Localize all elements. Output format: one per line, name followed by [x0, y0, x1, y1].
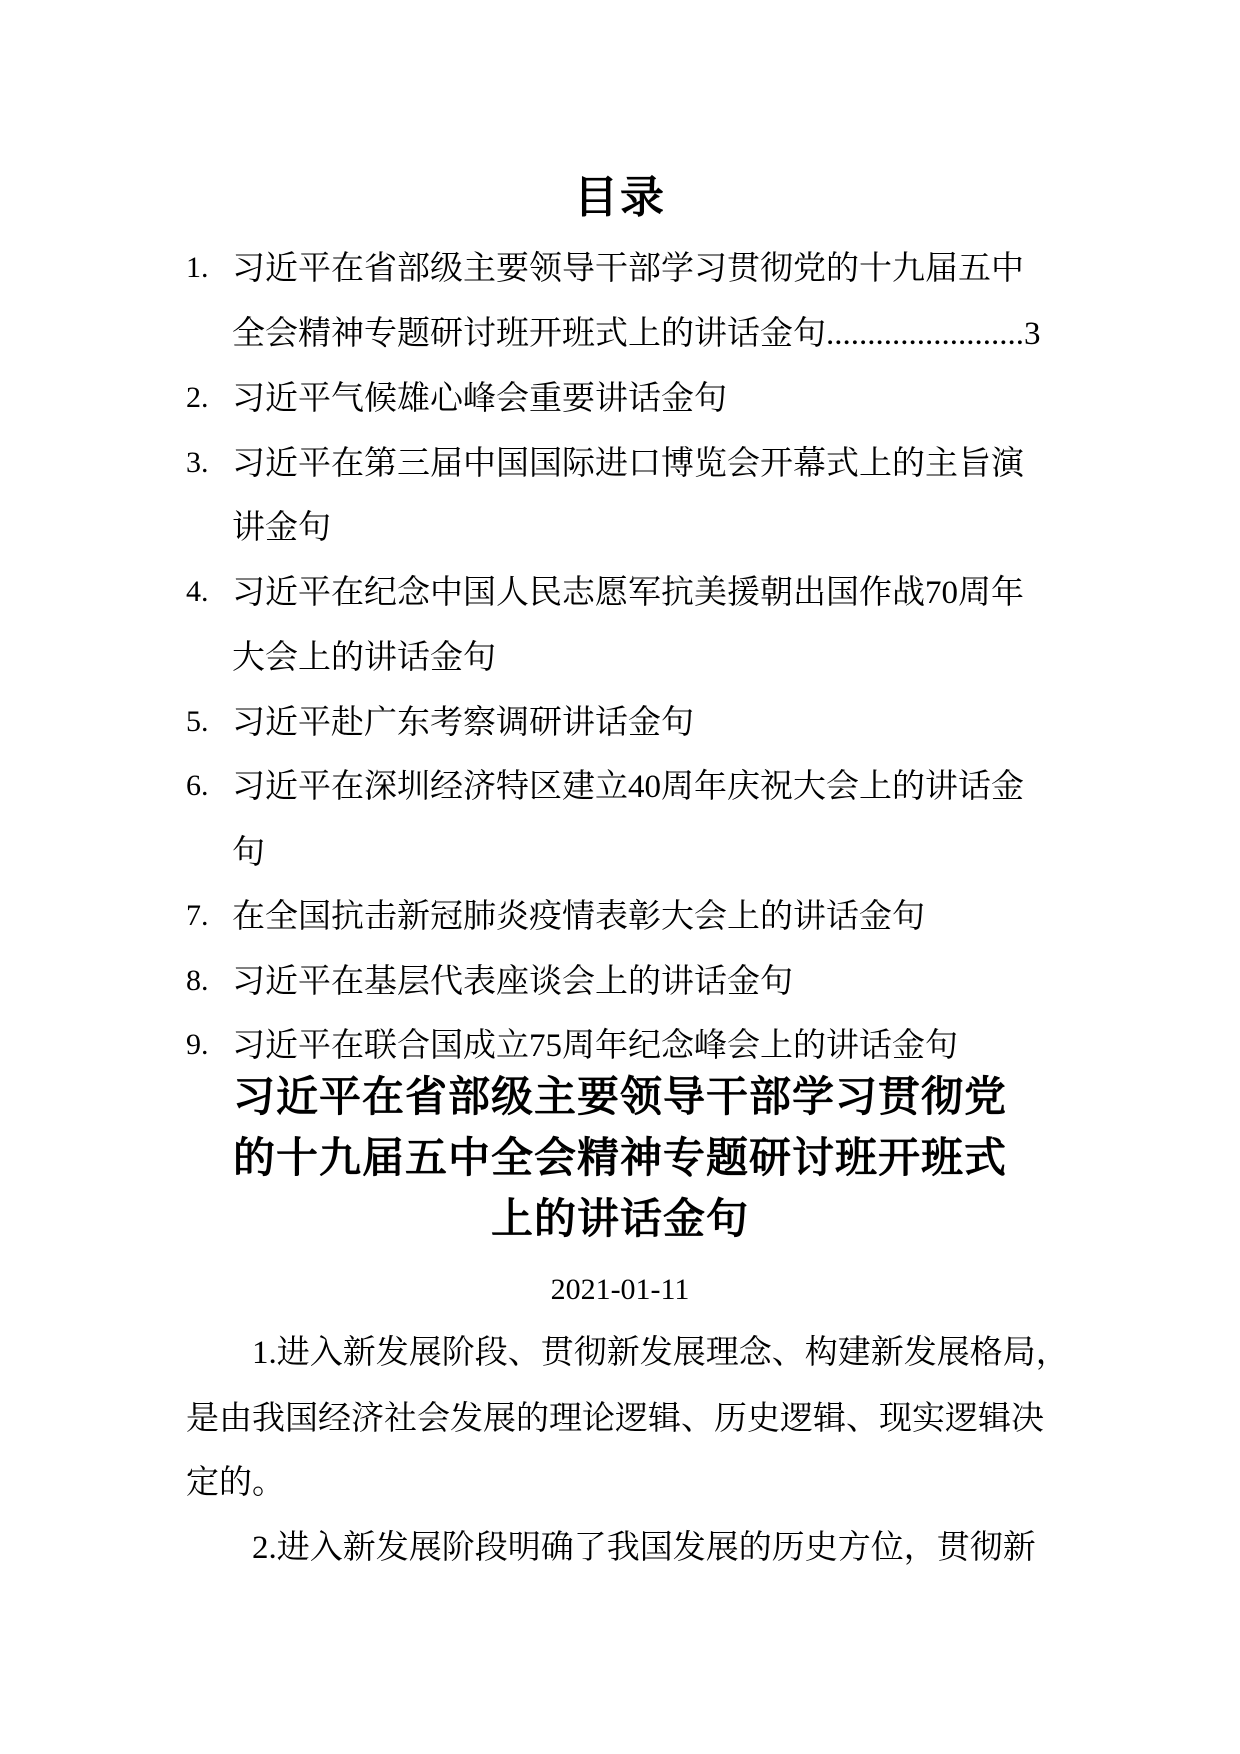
- toc-item-number: 3.: [186, 445, 209, 479]
- toc-item-8[interactable]: [186, 949, 1066, 1014]
- toc-item-number: 9.: [186, 1028, 209, 1061]
- toc-item-text-line1-end: 周年: [958, 571, 1024, 611]
- toc-item-5[interactable]: [186, 690, 1066, 755]
- paragraph-text: 进入新发展阶段、贯彻新发展理念、构建新发展格局，是由我国经济社会发展的理论逻辑、历史逻辑、现实逻辑决定的。: [186, 1332, 1069, 1501]
- toc-title: 目录: [574, 172, 666, 223]
- toc-item-text: 习近平赴广东考察调研讲话金句: [232, 701, 694, 741]
- toc-item-number: 7.: [186, 899, 209, 932]
- toc-item-text-line2: 大会上的讲话金句: [232, 637, 496, 676]
- toc-item-number: 1.: [186, 251, 209, 284]
- toc-item-inline-number: 40: [628, 769, 661, 805]
- paragraph-number: 2.: [252, 1529, 277, 1566]
- toc-item-4[interactable]: [186, 560, 1066, 690]
- toc-item-number: 2.: [186, 381, 209, 414]
- article-title-line3: 上的讲话金句: [490, 1194, 749, 1243]
- toc-item-3[interactable]: [186, 431, 1066, 560]
- toc-page-number: 3: [1024, 315, 1041, 352]
- toc-item-number: 8.: [186, 963, 209, 997]
- paragraph-number: 1.: [252, 1335, 277, 1371]
- toc-item-number: 6.: [186, 769, 209, 802]
- toc-item-2[interactable]: [186, 366, 1066, 431]
- toc-item-text-line2: 讲金句: [232, 507, 331, 546]
- toc-item-number: 4.: [186, 574, 209, 608]
- article-body: [186, 1320, 1076, 1580]
- toc-item-text-line1: 习近平在纪念中国人民志愿军抗美援朝出国作战: [232, 571, 925, 611]
- toc-leader-dots: ........................: [826, 315, 1024, 352]
- toc-item-text: 习近平在联合国成立: [232, 1025, 529, 1064]
- toc-item-text-line2: 句: [232, 831, 265, 871]
- article-title-line2: 的十九届五中全会精神专题研讨班开班式: [232, 1133, 1007, 1182]
- toc-item-text-line2: 全会精神专题研讨班开班式上的讲话金句: [232, 312, 826, 352]
- toc-item-text-line1: 习近平在深圳经济特区建立: [232, 766, 628, 805]
- article-title: [150, 1066, 1090, 1249]
- toc-item-text-line1: 习近平在省部级主要领导干部学习贯彻党的十九届五中: [232, 248, 1024, 287]
- toc-item-text: 习近平气候雄心峰会重要讲话金句: [232, 378, 727, 417]
- article-paragraph-2: [186, 1515, 1076, 1581]
- toc-item-7[interactable]: [186, 884, 1066, 949]
- article-title-line1: 习近平在省部级主要领导干部学习贯彻党: [232, 1072, 1007, 1121]
- toc-item-1[interactable]: [186, 236, 1066, 366]
- toc-item-text-line1: 习近平在第三届中国国际进口博览会开幕式上的主旨演: [232, 442, 1024, 482]
- toc-item-inline-number: 75: [529, 1028, 562, 1064]
- paragraph-text: 进入新发展阶段明确了我国发展的历史方位，贯彻新: [276, 1526, 1036, 1566]
- toc-item-text-line1-end: 周年庆祝大会上的讲话金: [661, 766, 1024, 805]
- article-paragraph-1: [186, 1320, 1076, 1515]
- toc-item-text-end: 周年纪念峰会上的讲话金句: [562, 1025, 958, 1064]
- toc-item-text: 在全国抗击新冠肺炎疫情表彰大会上的讲话金句: [232, 896, 925, 935]
- toc-item-inline-number: 70: [925, 574, 958, 611]
- toc-item-number: 5.: [186, 704, 209, 738]
- article-date: 2021-01-11: [550, 1273, 690, 1306]
- toc-item-6[interactable]: [186, 754, 1066, 884]
- table-of-contents: [186, 236, 1066, 1079]
- toc-item-text: 习近平在基层代表座谈会上的讲话金句: [232, 960, 793, 1000]
